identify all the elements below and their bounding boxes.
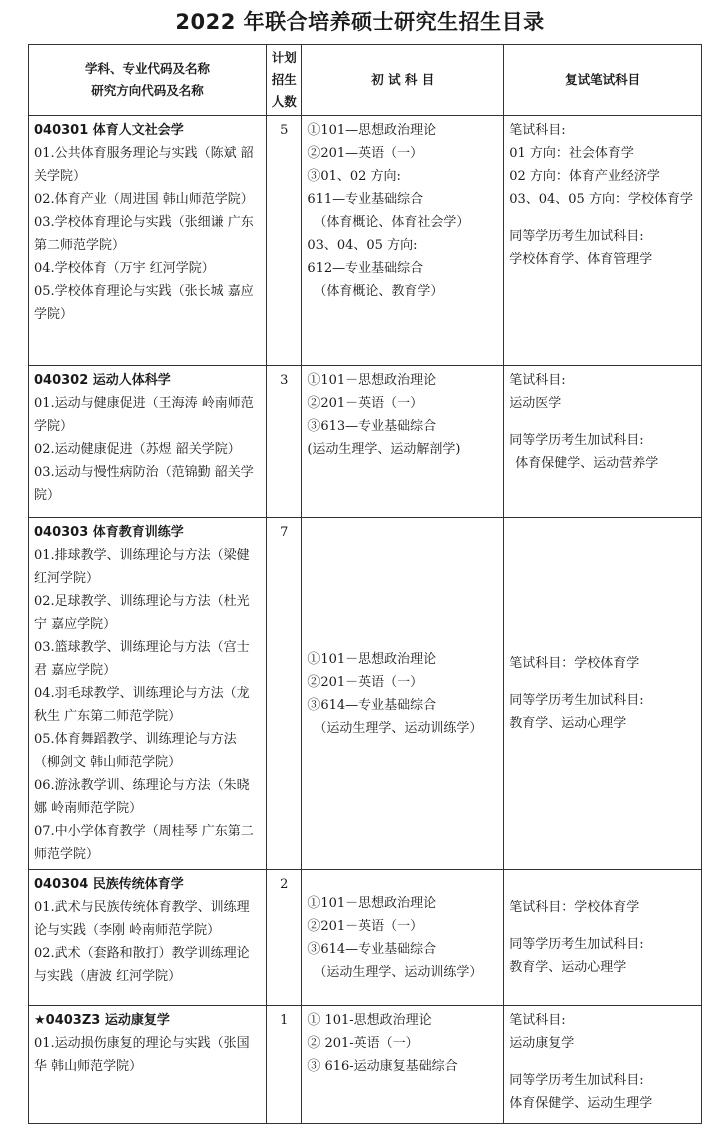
direction-item: 03.学校体育理论与实践（张细谦 广东第二师范学院） [34,215,254,253]
retest-cell [504,1006,702,1124]
major-title: 040301 体育人文社会学 [34,123,184,138]
header-quota-line1: 计划 [271,50,297,65]
major-title: 040302 运动人体科学 [34,373,171,388]
direction-item: 01.排球教学、训练理论与方法（梁健 红河学院） [34,548,250,586]
exam-item: ①101－思想政治理论 [307,373,437,388]
retest-item: 同等学历考生加试科目: [509,229,644,244]
table-row [29,1006,702,1124]
exam-item: ③ 616-运动康复基础综合 [307,1059,458,1074]
retest-item: 笔试科目：学校体育学 [509,900,640,915]
header-retest-label: 复试笔试科目 [565,72,641,87]
table-header-row [29,45,702,116]
direction-item: 05.学校体育理论与实践（张长城 嘉应学院） [34,284,254,322]
table-row [29,366,702,518]
major-title: ★0403Z3 运动康复学 [34,1013,170,1028]
retest-item: 笔试科目: [509,1013,566,1028]
direction-item: 01.运动损伤康复的理论与实践（张国华 韩山师范学院） [34,1036,250,1074]
retest-cell [504,870,702,1006]
table-row [29,870,702,1006]
major-cell [29,518,267,870]
retest-item: 体育保健学、运动生理学 [509,1096,653,1111]
header-quota [267,45,302,116]
direction-item: 03.运动与慢性病防治（范锦勤 韶关学院） [34,465,254,503]
direction-item: 01.公共体育服务理论与实践（陈斌 韶关学院） [34,146,254,184]
exam-item: 03、04、05 方向: [307,238,418,253]
exam-cell [302,1006,504,1124]
quota-cell: 2 [267,870,302,1006]
major-title: 040303 体育教育训练学 [34,525,184,540]
direction-item: 02.足球教学、训练理论与方法（杜光宁 嘉应学院） [34,594,250,632]
exam-item: ① 101-思想政治理论 [307,1013,432,1028]
header-exam-label: 初 试 科 目 [371,72,435,87]
retest-item: 体育保健学、运动营养学 [515,456,659,471]
exam-item: ①101—思想政治理论 [307,123,437,138]
direction-item: 06.游泳教学训、练理论与方法（朱晓娜 岭南师范学院） [34,778,250,816]
exam-item: ③613—专业基础综合 [307,419,437,434]
exam-item: (运动生理学、运动解剖学) [307,442,461,457]
table-row [29,116,702,366]
major-cell [29,1006,267,1124]
exam-cell [302,518,504,870]
retest-item: 同等学历考生加试科目: [509,1073,644,1088]
retest-item: 同等学历考生加试科目: [509,937,644,952]
retest-item: 教育学、运动心理学 [509,716,627,731]
quota-cell: 7 [267,518,302,870]
exam-item: （运动生理学、运动训练学） [313,720,483,736]
exam-item: ②201－英语（一） [307,918,424,934]
retest-cell [504,518,702,870]
retest-item: 运动康复学 [509,1036,575,1051]
major-title: 040304 民族传统体育学 [34,877,184,892]
exam-cell [302,870,504,1006]
retest-item: 笔试科目: [509,123,566,138]
exam-cell [302,366,504,518]
retest-cell [504,366,702,518]
retest-item: 01 方向：社会体育学 [509,146,634,161]
direction-item: 01.武术与民族传统体育教学、训练理论与实践（李刚 岭南师范学院） [34,900,250,938]
quota-cell: 1 [267,1006,302,1124]
table-row [29,518,702,870]
retest-item: 笔试科目: [509,373,566,388]
direction-item: 02.体育产业（周进国 韩山师范学院） [34,192,254,207]
retest-item: 运动医学 [509,396,562,411]
major-cell [29,116,267,366]
quota-cell: 5 [267,116,302,366]
retest-cell [504,116,702,366]
major-cell [29,870,267,1006]
header-quota-line3: 人数 [271,94,297,109]
retest-item: 同等学历考生加试科目: [509,433,644,448]
header-retest-subjects [504,45,702,116]
header-direction-label: 研究方向代码及名称 [91,83,204,98]
retest-item: 笔试科目：学校体育学 [509,656,640,671]
exam-item: （运动生理学、运动训练学） [313,964,483,980]
retest-item: 学校体育学、体育管理学 [509,252,653,267]
direction-item: 01.运动与健康促进（王海涛 岭南师范学院） [34,396,254,434]
exam-item: ③614—专业基础综合 [307,941,437,957]
exam-item: ②201－英语（一） [307,674,424,690]
retest-item: 教育学、运动心理学 [509,960,627,975]
direction-item: 03.篮球教学、训练理论与方法（宫士君 嘉应学院） [34,640,250,678]
exam-item: ①101－思想政治理论 [307,895,437,911]
exam-item: ③614—专业基础综合 [307,697,437,713]
exam-item: ③01、02 方向: [307,169,401,184]
exam-item: ①101－思想政治理论 [307,651,437,667]
exam-item: ②201—英语（一） [307,146,424,161]
exam-item: （体育概论、教育学） [313,284,444,299]
exam-cell [302,116,504,366]
quota-cell: 3 [267,366,302,518]
retest-item: 03、04、05 方向：学校体育学 [509,192,693,207]
direction-item: 04.羽毛球教学、训练理论与方法（龙秋生 广东第二师范学院） [34,686,250,724]
header-major-direction [29,45,267,116]
header-quota-line2: 招生 [271,72,297,87]
page-title: 2022 年联合培养硕士研究生招生目录 [175,10,545,34]
header-major-label: 学科、专业代码及名称 [85,61,211,76]
retest-item: 02 方向：体育产业经济学 [509,169,660,184]
header-exam-subjects [302,45,504,116]
exam-item: （体育概论、体育社会学） [313,215,470,230]
exam-item: ② 201-英语（一） [307,1036,419,1051]
exam-item: ②201－英语（一） [307,396,424,411]
retest-item: 同等学历考生加试科目: [509,693,644,708]
direction-item: 05.体育舞蹈教学、训练理论与方法（柳剑文 韩山师范学院） [34,732,237,770]
major-cell [29,366,267,518]
direction-item: 04.学校体育（万宇 红河学院） [34,261,215,276]
direction-item: 02.运动健康促进（苏煜 韶关学院） [34,442,241,457]
direction-item: 02.武术（套路和散打）教学训练理论与实践（唐波 红河学院） [34,946,250,984]
exam-item: 612—专业基础综合 [307,261,424,276]
admission-catalog-table [28,44,702,1124]
exam-item: 611—专业基础综合 [307,192,424,207]
direction-item: 07.中小学体育教学（周桂琴 广东第二师范学院） [34,824,254,862]
